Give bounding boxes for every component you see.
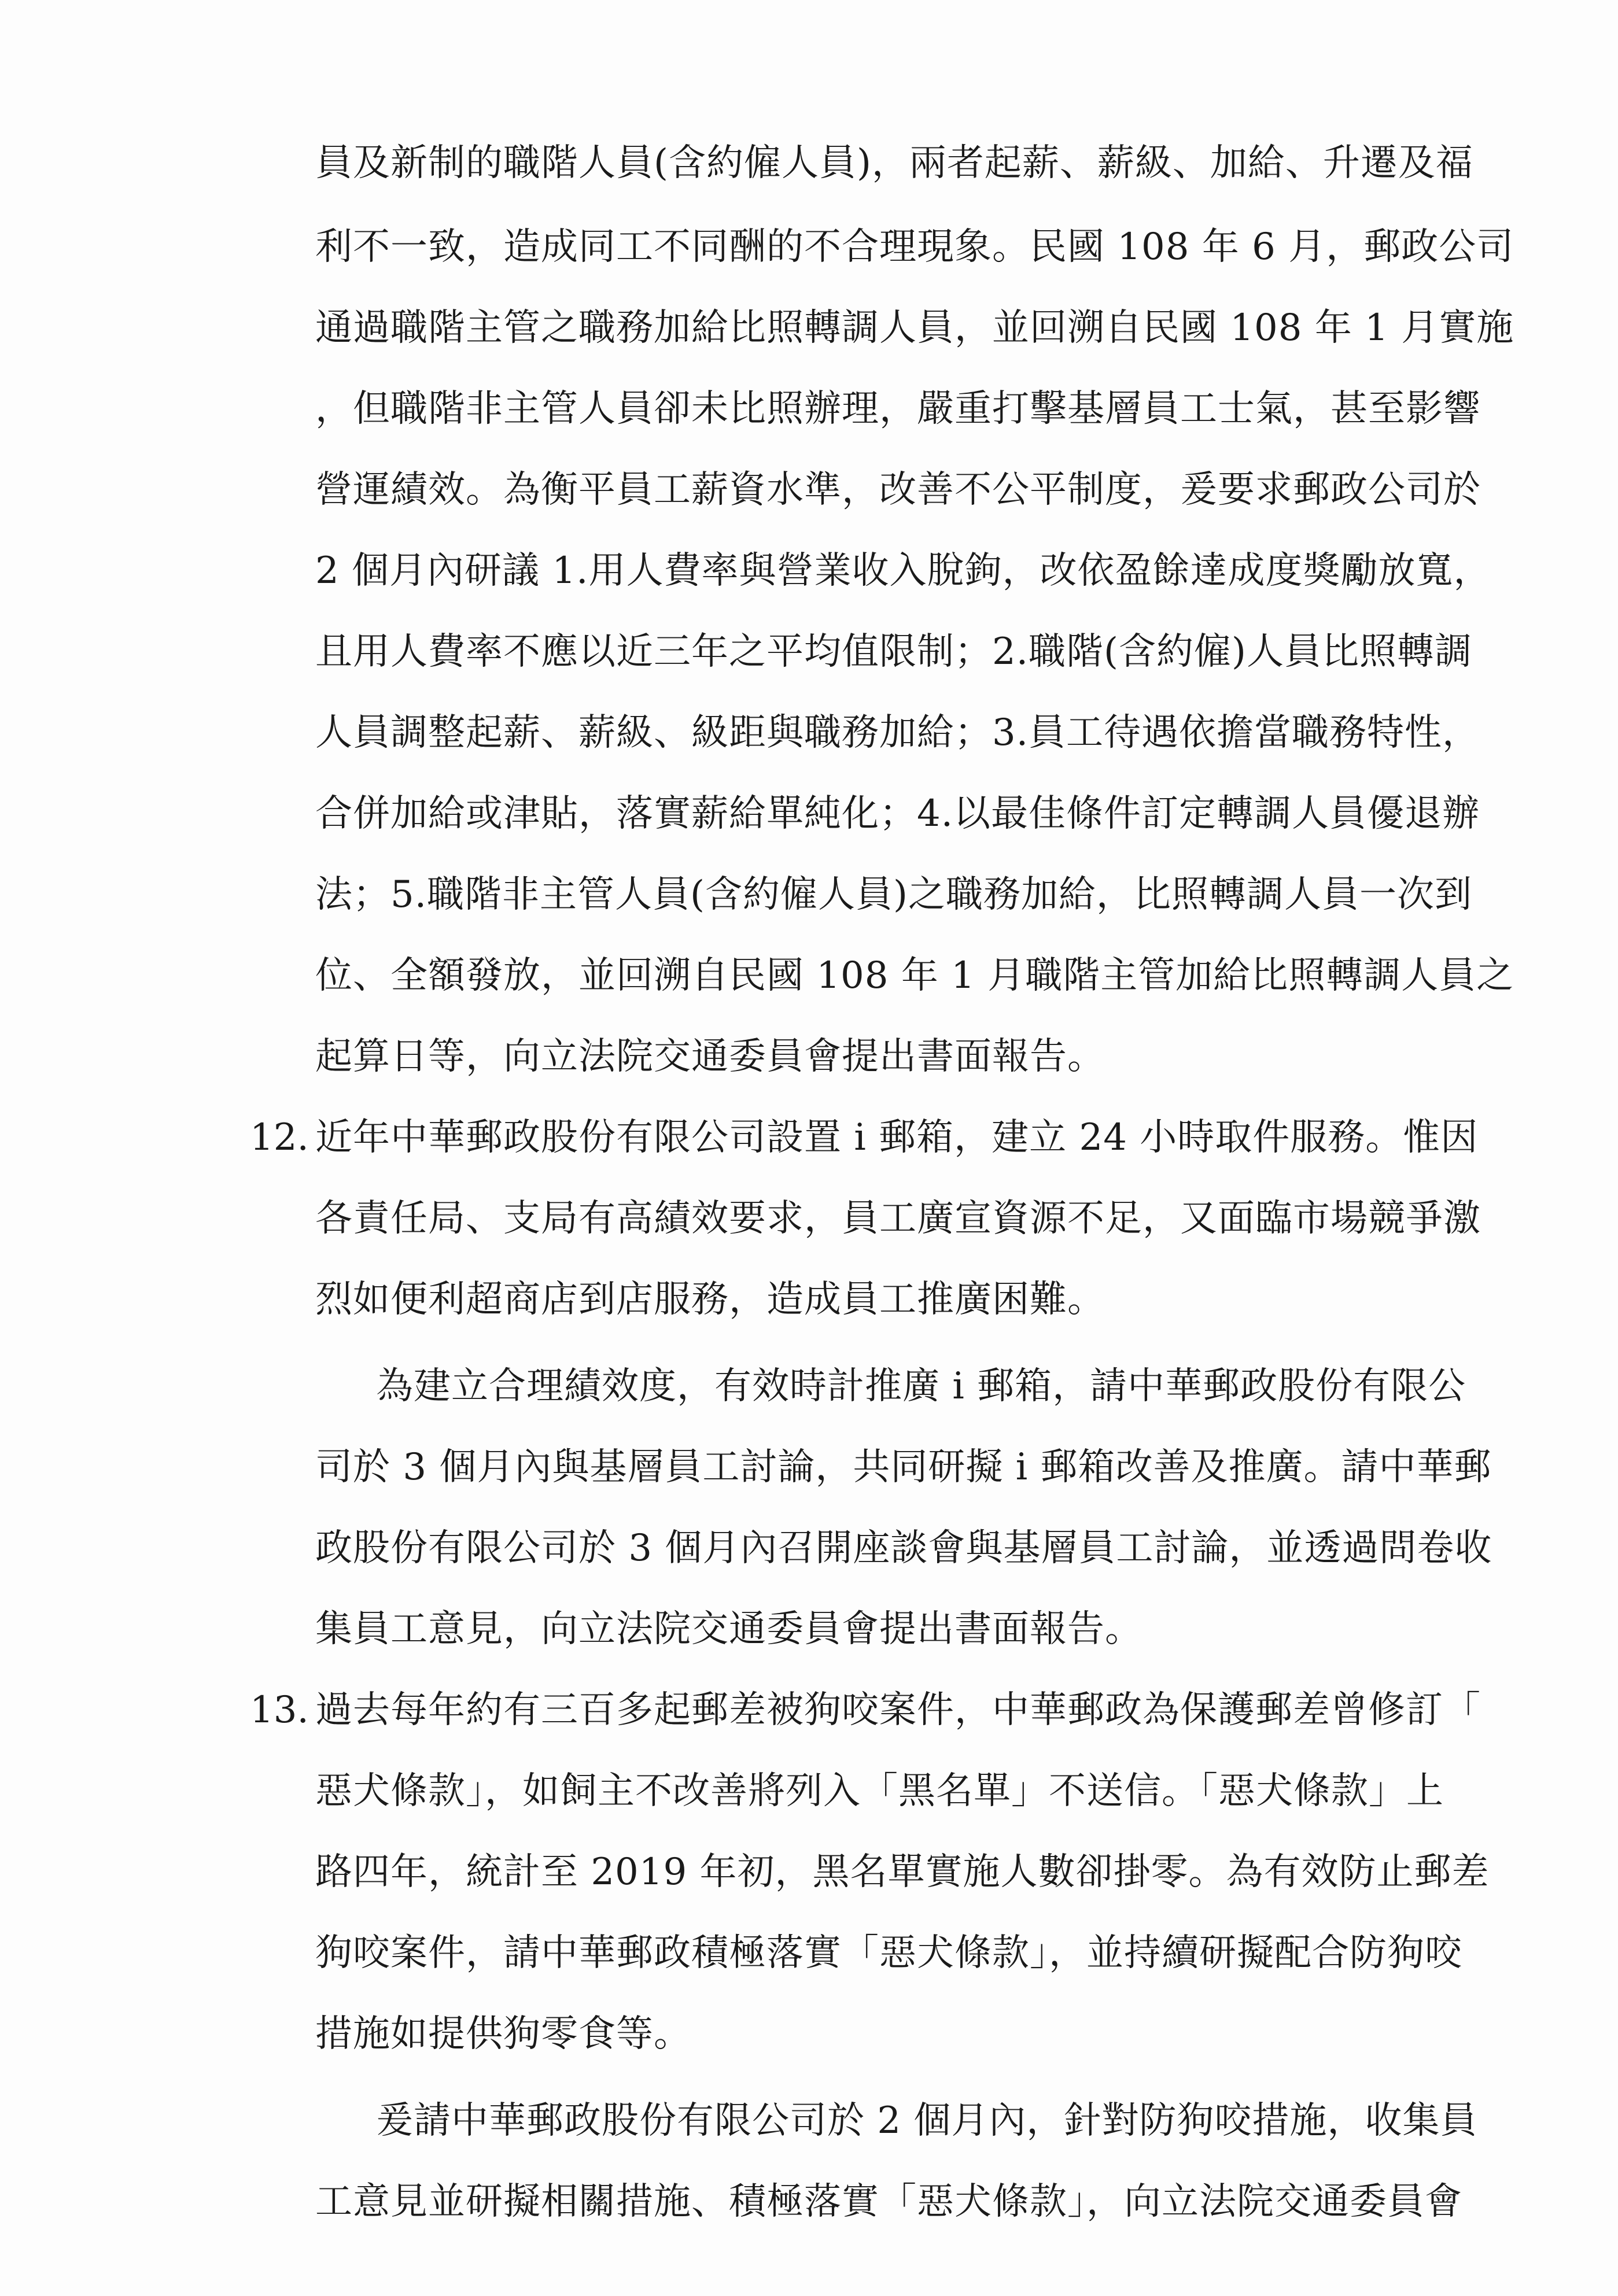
text-line: 2 個月內研議 1.用人費率與營業收入脫鉤，改依盈餘達成度獎勵放寬， [315, 549, 1491, 592]
text-line: 政股份有限公司於 3 個月內召開座談會與基層員工討論，並透過問卷收 [315, 1527, 1492, 1570]
text-line: 集員工意見，向立法院交通委員會提出書面報告。 [315, 1608, 1142, 1651]
text-line: 措施如提供狗零食等。 [315, 2013, 691, 2055]
text-line: 通過職階主管之職務加給比照轉調人員，並回溯自民國 108 年 1 月實施 [315, 307, 1514, 349]
text-line: 起算日等，向立法院交通委員會提出書面報告。 [315, 1035, 1105, 1078]
text-line: ，但職階非主管人員卻未比照辦理，嚴重打擊基層員工士氣，甚至影響 [315, 387, 1481, 430]
text-line: 過去每年約有三百多起郵差被狗咬案件，中華郵政為保護郵差曾修訂「 [315, 1689, 1481, 1732]
text-line: 營運績效。為衡平員工薪資水準，改善不公平制度，爰要求郵政公司於 [315, 468, 1481, 511]
text-line: 利不一致，造成同工不同酬的不合理現象。民國 108 年 6 月，郵政公司 [315, 226, 1514, 268]
text-line: 員及新制的職階人員(含約僱人員)，兩者起薪、薪級、加給、升遷及福 [315, 142, 1473, 184]
text-line: 司於 3 個月內與基層員工討論，共同研擬 i 郵箱改善及推廣。請中華郵 [315, 1446, 1492, 1489]
text-line: 合併加給或津貼，落實薪給單純化；4.以最佳條件訂定轉調人員優退辦 [315, 792, 1480, 835]
text-line: 工意見並研擬相關措施、積極落實「惡犬條款」，向立法院交通委員會 [315, 2180, 1462, 2223]
text-line: 狗咬案件，請中華郵政積極落實「惡犬條款」，並持續研擬配合防狗咬 [315, 1932, 1462, 1974]
text-line: 為建立合理績效度，有效時計推廣 i 郵箱，請中華郵政股份有限公 [376, 1365, 1466, 1408]
text-line: 惡犬條款」，如飼主不改善將列入「黑名單」不送信。「惡犬條款」上 [315, 1770, 1444, 1813]
text-line: 路四年，統計至 2019 年初，黑名單實施人數卻掛零。為有效防止郵差 [315, 1851, 1490, 1893]
text-line: 各責任局、支局有高績效要求，員工廣宣資源不足，又面臨市場競爭激 [315, 1197, 1481, 1240]
text-line: 且用人費率不應以近三年之平均值限制；2.職階(含約僱)人員比照轉調 [315, 630, 1472, 673]
item-number: 12. [250, 1116, 309, 1159]
item-number: 13. [250, 1689, 309, 1732]
text-line: 爰請中華郵政股份有限公司於 2 個月內，針對防狗咬措施，收集員 [376, 2099, 1478, 2142]
text-line: 近年中華郵政股份有限公司設置 i 郵箱，建立 24 小時取件服務。惟因 [315, 1116, 1479, 1159]
text-line: 人員調整起薪、薪級、級距與職務加給；3.員工待遇依擔當職務特性， [315, 711, 1480, 754]
text-line: 位、全額發放，並回溯自民國 108 年 1 月職階主管加給比照轉調人員之 [315, 954, 1514, 997]
text-line: 烈如便利超商店到店服務，造成員工推廣困難。 [315, 1278, 1105, 1321]
text-line: 法；5.職階非主管人員(含約僱人員)之職務加給，比照轉調人員一次到 [315, 873, 1472, 916]
